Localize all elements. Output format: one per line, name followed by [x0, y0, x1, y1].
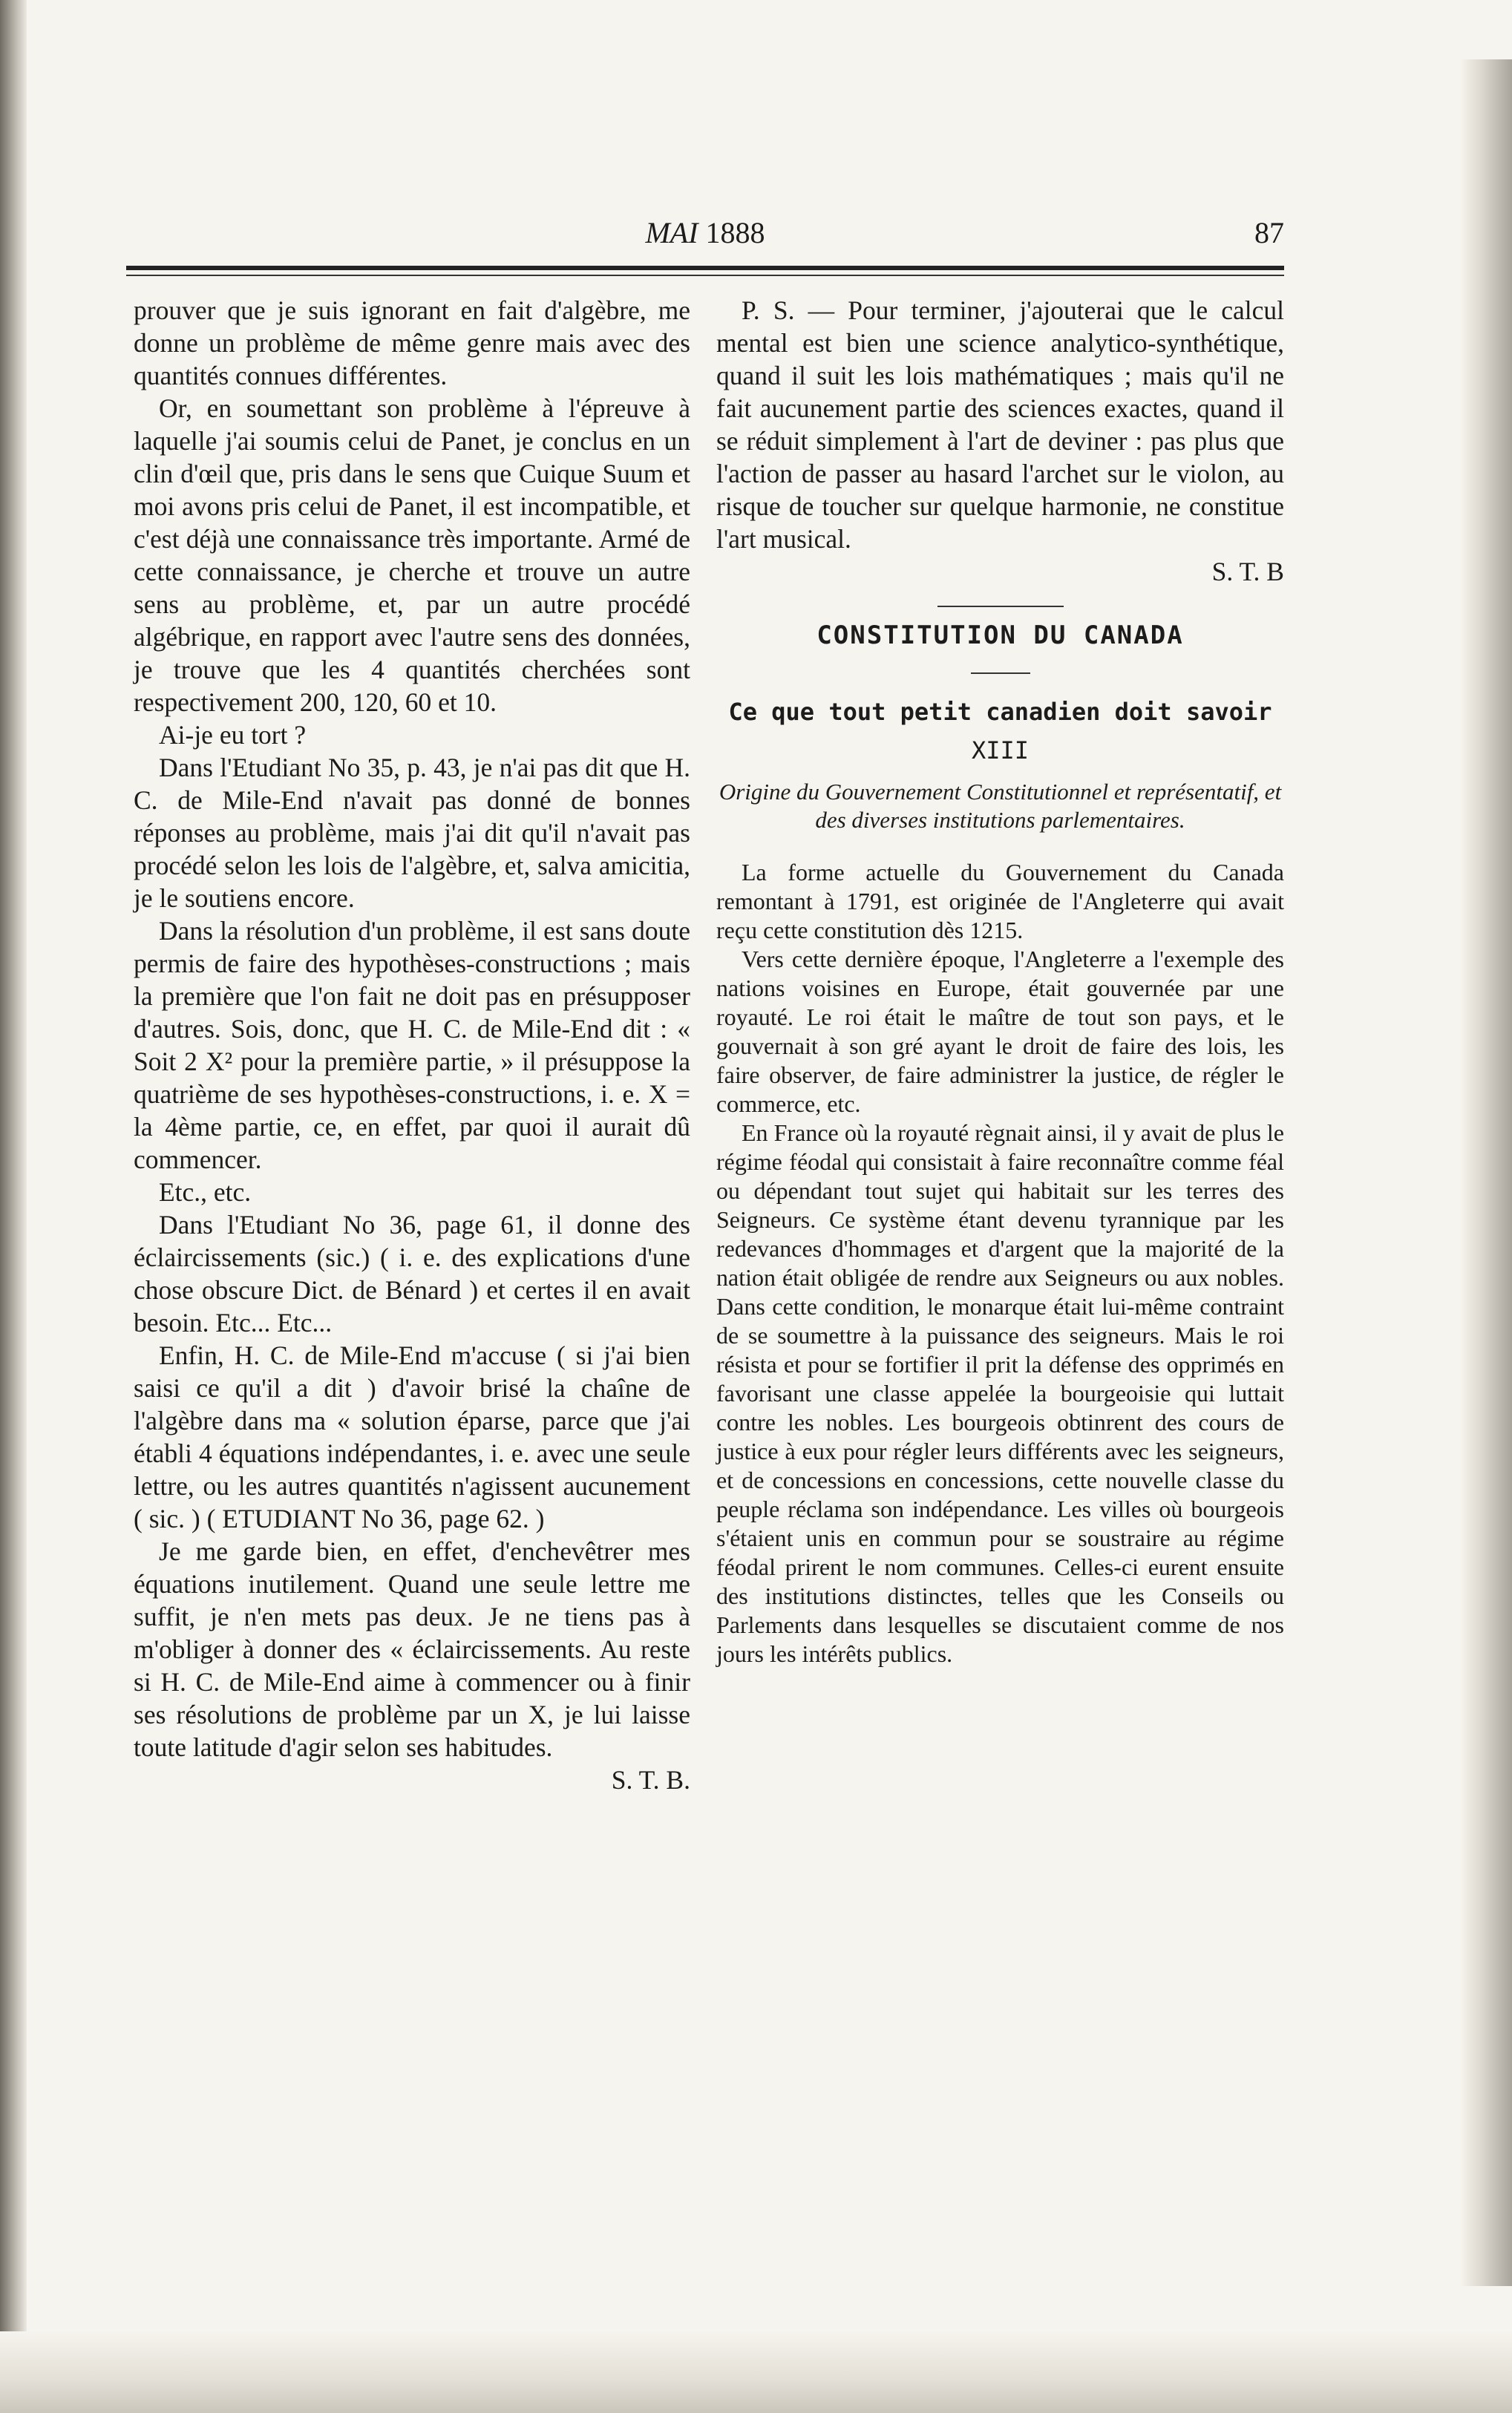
paragraph: La forme actuelle du Gouvernement du Canada remontant à 1791, est originée de l'Angleterre qui avait reçu cette constitution dès 1215.	[716, 859, 1284, 943]
short-rule	[971, 672, 1030, 674]
paragraph: Dans l'Etudiant No 35, p. 43, je n'ai pas dit que H. C. de Mile-End n'avait pas donné de bonnes réponses au problème, mais j'ai dit qu'il n'avait pas procédé selon les lois de l'algèbre, et, salva amicitia, je le soutiens encore.	[134, 753, 690, 913]
scan-edge-right	[1460, 59, 1512, 2286]
paragraph: Dans la résolution d'un problème, il est sans doute permis de faire des hypothèses-constructions ; mais la première que l'on fait ne doit pas en présupposer d'autres. Sois, donc, que H. C. de Mile-End dit : « Soit 2 X² pour la première partie, » il présuppose la quatrième de ses hypothèses-constructions, i. e. X = la 4ème partie, ce, en effet, par quoi il aurait dû commencer.	[134, 916, 690, 1174]
ornament-divider	[937, 606, 1064, 607]
scan-edge-left	[0, 0, 27, 2413]
section-number: XIII	[971, 736, 1030, 765]
paragraph: En France où la royauté règnait ainsi, il y avait de plus le régime féodal qui consistait à faire reconnaître comme féal ou dépendant tout sujet qui habitait sur les terres des Seigneurs. Ce système étant devenu tyrannique par les redevances d'hommages et d'argent que la majorité de la nation était obligée de rendre aux Seigneurs ou aux nobles. Dans cette condition, le monarque était lui-même contraint de se soumettre à la puissance des seigneurs. Mais le roi résista et pour se fortifier il prit la défense des opprimés en favorisant une classe appelée la bourgeoisie qui luttait contre les nobles. Les bourgeois obtinrent des cours de justice à eux pour régler leurs différents avec les seigneurs, et de concessions en concessions, cette nouvelle classe du peuple réclama son indépendance. Les villes où bourgeois s'étaient unis en commun pour se soustraire au régime féodal prirent le nom communes. Celles-ci eurent ensuite des institutions distinctes, telles que les Conseils ou Parlements dans lesquelles se discutaient comme de nos jours les intérêts publics.	[716, 1119, 1284, 1667]
postscript: P. S. — Pour terminer, j'ajouterai que le calcul mental est bien une science analytico-synthétique, quand il suit les lois mathématiques ; mais qu'il ne fait aucunement partie des sciences exactes, quand il se réduit simplement à l'art de deviner : pas plus que l'action de passer au hasard l'archet sur le violon, au risque de toucher sur quelque harmonie, ne constitue l'art musical.	[716, 295, 1284, 554]
scan-edge-bottom	[0, 2331, 1512, 2413]
paragraph: prouver que je suis ignorant en fait d'algèbre, me donne un problème de même genre mais avec des quantités connues différentes.	[134, 295, 690, 390]
paragraph: Enfin, H. C. de Mile-End m'accuse ( si j'ai bien saisi ce qu'il a dit ) d'avoir brisé la chaîne de l'algèbre dans ma « solution éparse, parce que j'ai établi 4 équations indépendantes, i. e. avec une seule lettre, ou les autres quantités n'agissent aucunement ( sic. ) ( ETUDIANT No 36, page 62. )	[134, 1340, 690, 1533]
signature: S. T. B.	[611, 1765, 690, 1795]
paragraph: Je me garde bien, en effet, d'enchevêtrer mes équations inutilement. Quand une seule lettre me suffit, je n'en mets pas deux. Je ne tiens pas à m'obliger à donner des « éclaircissements. Au reste si H. C. de Mile-End aime à commencer ou à finir ses résolutions de problème par un X, je lui laisse toute latitude d'agir selon ses habitudes.	[134, 1536, 690, 1762]
right-column	[716, 294, 1284, 1669]
paragraph: Vers cette dernière époque, l'Angleterre a l'exemple des nations voisines en Europe, était gouvernée par une royauté. Le roi était le maître de tout son pays, et le gouvernait à son gré ayant le droit de faire des lois, les faire observer, de faire administrer la justice, de régler le commerce, etc.	[716, 946, 1284, 1117]
paragraph: Ai-je eu tort ?	[159, 720, 307, 750]
section-title: CONSTITUTION DU CANADA	[816, 621, 1184, 650]
issue-month: MAI	[645, 216, 698, 249]
page-number: 87	[1254, 216, 1284, 249]
origin-heading: Origine du Gouvernement Constitutionnel et représentatif, et des diverses institutions parlementaires.	[719, 779, 1282, 833]
postscript-signature: S. T. B	[1211, 557, 1284, 586]
paragraph: Etc., etc.	[159, 1177, 252, 1207]
left-column	[134, 294, 690, 1796]
paragraph: Or, en soumettant son problème à l'épreuve à laquelle j'ai soumis celui de Panet, je conclus en un clin d'œil que, pris dans le sens que Cuique Suum et moi avons pris celui de Panet, il est incompatible, et c'est déjà une connaissance très importante. Armé de cette connaissance, je cherche et trouve un autre sens au problème, et, par un autre procédé algébrique, en rapport avec l'autre sens des données, je trouve que les 4 quantités cherchées sont respectivement 200, 120, 60 et 10.	[134, 393, 690, 717]
section-subtitle: Ce que tout petit canadien doit savoir	[728, 698, 1272, 726]
issue-date	[126, 215, 1284, 250]
header-rule-thin	[126, 275, 1284, 276]
paragraph: Dans l'Etudiant No 36, page 61, il donne des éclaircissements (sic.) ( i. e. des explications d'une chose obscure Dict. de Bénard ) et certes il en avait besoin. Etc... Etc...	[134, 1210, 690, 1338]
header-rule	[126, 266, 1284, 270]
page-header	[126, 215, 1284, 260]
issue-year: 1888	[705, 216, 765, 249]
